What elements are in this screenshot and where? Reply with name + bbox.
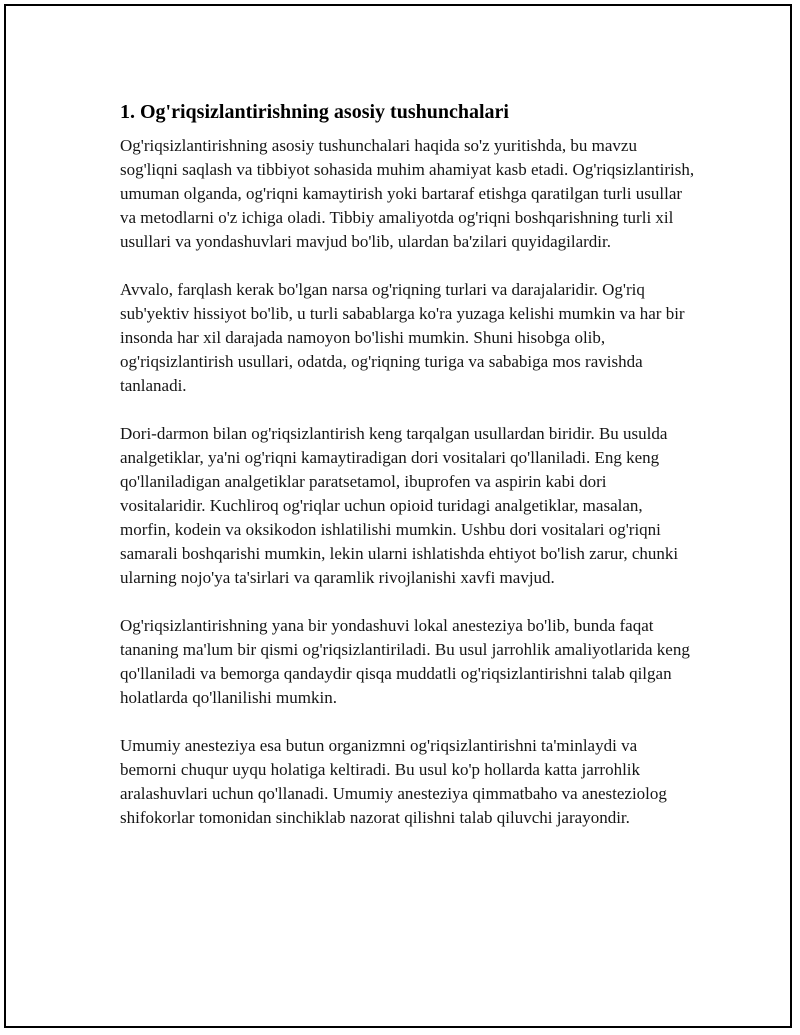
paragraph-local-anesthesia: Og'riqsizlantirishning yana bir yondashuvi lokal anesteziya bo'lib, bunda faqat tananing ma'lum bir qismi og'riqsizlantiriladi. Bu usul jarrohlik amaliyotlarida keng qo'llaniladi va bemorga qandaydir qisqa muddatli og'riqsizlantirishni talab qilgan holatlarda qo'llanilishi mumkin. — [120, 616, 690, 707]
paragraph-intro: Og'riqsizlantirishning asosiy tushunchalari haqida so'z yuritishda, bu mavzu sog'liqni saqlash va tibbiyot sohasida muhim ahamiyat kasb etadi. Og'riqsizlantirish, umuman olganda, og'riqni kamaytirish yoki bartaraf etishga qaratilgan turli usullar va metodlarni o'z ichiga oladi. Tibbiy amaliyotda og'riqni boshqarishning turli xil usullari va yondashuvlari mavjud bo'lib, ulardan ba'zilari quyidagilardir. — [120, 136, 695, 251]
paragraph-medication: Dori-darmon bilan og'riqsizlantirish keng tarqalgan usullardan biridir. Bu usulda analgetiklar, ya'ni og'riqni kamaytiradigan dori vositalari qo'llaniladi. Eng keng qo'llaniladigan analgetiklar paratsetamol, ibuprofen va aspirin kabi dori vositalaridir. Kuchliroq og'riqlar uchun opioid turidagi analgetiklar, masalan, morfin, kodein va oksikodon ishlatilishi mumkin. Ushbu dori vositalari og'riqni samarali boshqarishi mumkin, lekin ularni ishlatishda ehtiyot bo'lish zarur, chunki ularning nojo'ya ta'sirlari va qaramlik rivojlanishi xavfi mavjud. — [120, 424, 679, 587]
paragraph-general-anesthesia: Umumiy anesteziya esa butun organizmni og'riqsizlantirishni ta'minlaydi va bemorni chuqur uyqu holatiga keltiradi. Bu usul ko'p hollarda katta jarrohlik aralashuvlari uchun qo'llanadi. Umumiy anesteziya qimmatbaho va anesteziolog shifokorlar tomonidan sinchiklab nazorat qilishni talab qiluvchi jarayondir. — [120, 736, 667, 827]
section-heading: 1. Og'riqsizlantirishning asosiy tushunchalari — [120, 101, 509, 123]
page-border — [4, 4, 792, 1028]
paragraph-pain-types: Avvalo, farqlash kerak bo'lgan narsa og'riqning turlari va darajalaridir. Og'riq sub'yektiv hissiyot bo'lib, u turli sabablarga ko'ra yuzaga kelishi mumkin va har bir insonda har xil darajada namoyon bo'lishi mumkin. Shuni hisobga olib, og'riqsizlantirish usullari, odatda, og'riqning turiga va sababiga mos ravishda tanlanadi. — [120, 280, 685, 395]
document-body — [120, 98, 696, 854]
